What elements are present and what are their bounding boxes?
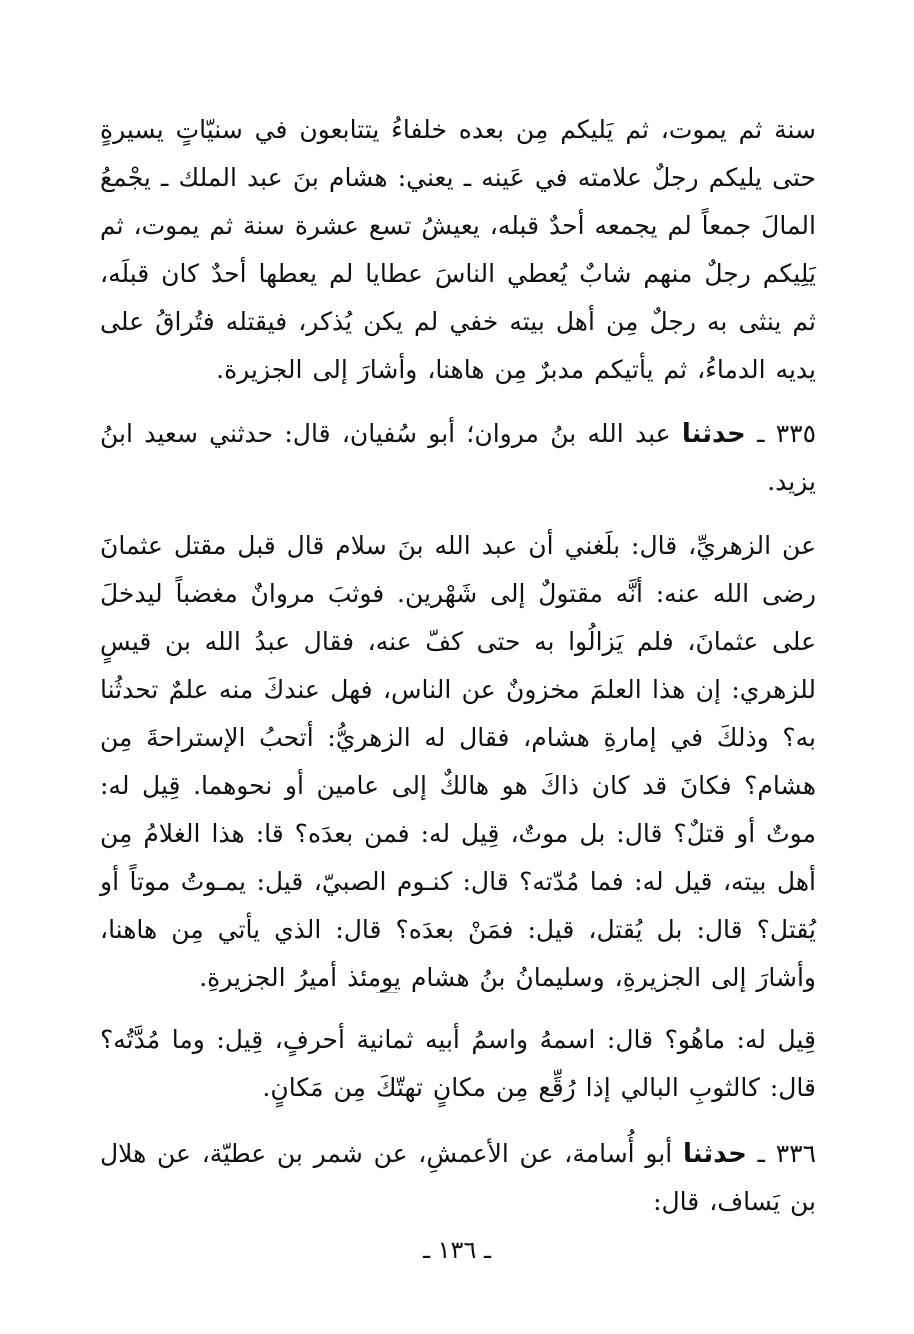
paragraph-text	[100, 1130, 816, 1226]
paragraph-text: سنة ثم يموت، ثم يَليكم مِن بعده خلفاءُ يتتابعون في سنيّاتٍ يسيرةٍ حتى يليكم رجلٌ علامته في عَينه ـ يعني: هشام بنَ عبد الملك ـ يجْمعُ المالَ جمعاً لم يجمعه أحدٌ قبله، يعيشُ تسع عشرة سنة ثم يموت، ثم يَلِيكم رجلٌ منهم شابٌ يُعطي الناسَ عطايا لم يعطها أحدٌ كان قبلَه، ثم ينثى به رجلٌ مِن أهل بيته خفي لم يكن يُذكر، فيقتله فتُراقُ على يديه الدماءُ، ثم يأتيكم مدبرٌ مِن هاهنا، وأشارَ إلى الجزيرة.	[100, 115, 816, 384]
hadith-336-chain	[100, 1130, 816, 1226]
paragraph-text: قِيل له: ماهُو؟ قال: اسمهُ واسمُ أبيه ثمانية أحرفٍ، قِيل: وما مُدَّتُه؟ قال: كالثوبِ البالي إذا رُقِّع مِن مكانٍ تهتّكَ مِن مَكانٍ.	[100, 1025, 816, 1102]
page-number: ـ ١٣٦ ـ	[422, 1236, 491, 1264]
paragraph-text	[100, 410, 816, 506]
isnad-text: أبو أُسامة، عن الأعمشِ، عن شمر بن عطيّة، عن هلال بن يَساف، قال:	[100, 1139, 816, 1216]
hadith-335-continuation	[100, 1016, 816, 1112]
isnad-text: عبد الله بنُ مروان؛ أبو سُفيان، قال: حدثني سعيد ابنُ يزيد.	[100, 419, 816, 496]
paragraph-text: عن الزهريِّ، قال: بلَغني أن عبد الله بنَ سلام قال قبل مقتل عثمانَ رضى الله عنه: أنَّه مقتولٌ إلى شَهْرين. فوثبَ مروانٌ مغضباً ليدخلَ على عثمانَ، فلم يَزالُوا به حتى كفّ عنه، فقال عبدُ الله بن قيسٍ للزهري: إن هذا العلمَ مخزونٌ عن الناس، فهل عندكَ منه علمٌ تحدثُنا به؟ وذلكَ في إمارةِ هشام، فقال له الزهريُّ: أتحبُ الإستراحةَ مِن هشام؟ فكانَ قد كان ذاكَ هو هالكٌ إلى عامين أو نحوهما. قِيل له: موتٌ أو قتلٌ؟ قال: بل موتٌ، قِيل له: فمن بعدَه؟ قا: هذا الغلامُ مِن أهل بيته، قيل له: فما مُدّته؟ قال: كنـوم الصبيّ، قيل: يمـوتُ موتاً أو يُقتل؟ قال: بل يُقتل، قيل: فمَنْ بعدَه؟ قال: الذي يأتي مِن هاهنا، وأشارَ إلى الجزيرةِ، وسليمانُ بنُ هشام يومئذ أميرُ الجزيرةِ.	[100, 531, 816, 992]
haddathana-keyword: حدثنا	[681, 419, 746, 449]
hadith-number: ٣٣٥ ـ	[757, 419, 817, 448]
hadith-number: ٣٣٦ ـ	[757, 1139, 817, 1168]
haddathana-keyword: حدثنا	[682, 1139, 747, 1169]
paragraph-prophecy-continuation	[100, 106, 816, 394]
stray-mark	[376, 992, 398, 993]
hadith-335-body	[100, 522, 816, 1002]
hadith-335-chain	[100, 410, 816, 506]
